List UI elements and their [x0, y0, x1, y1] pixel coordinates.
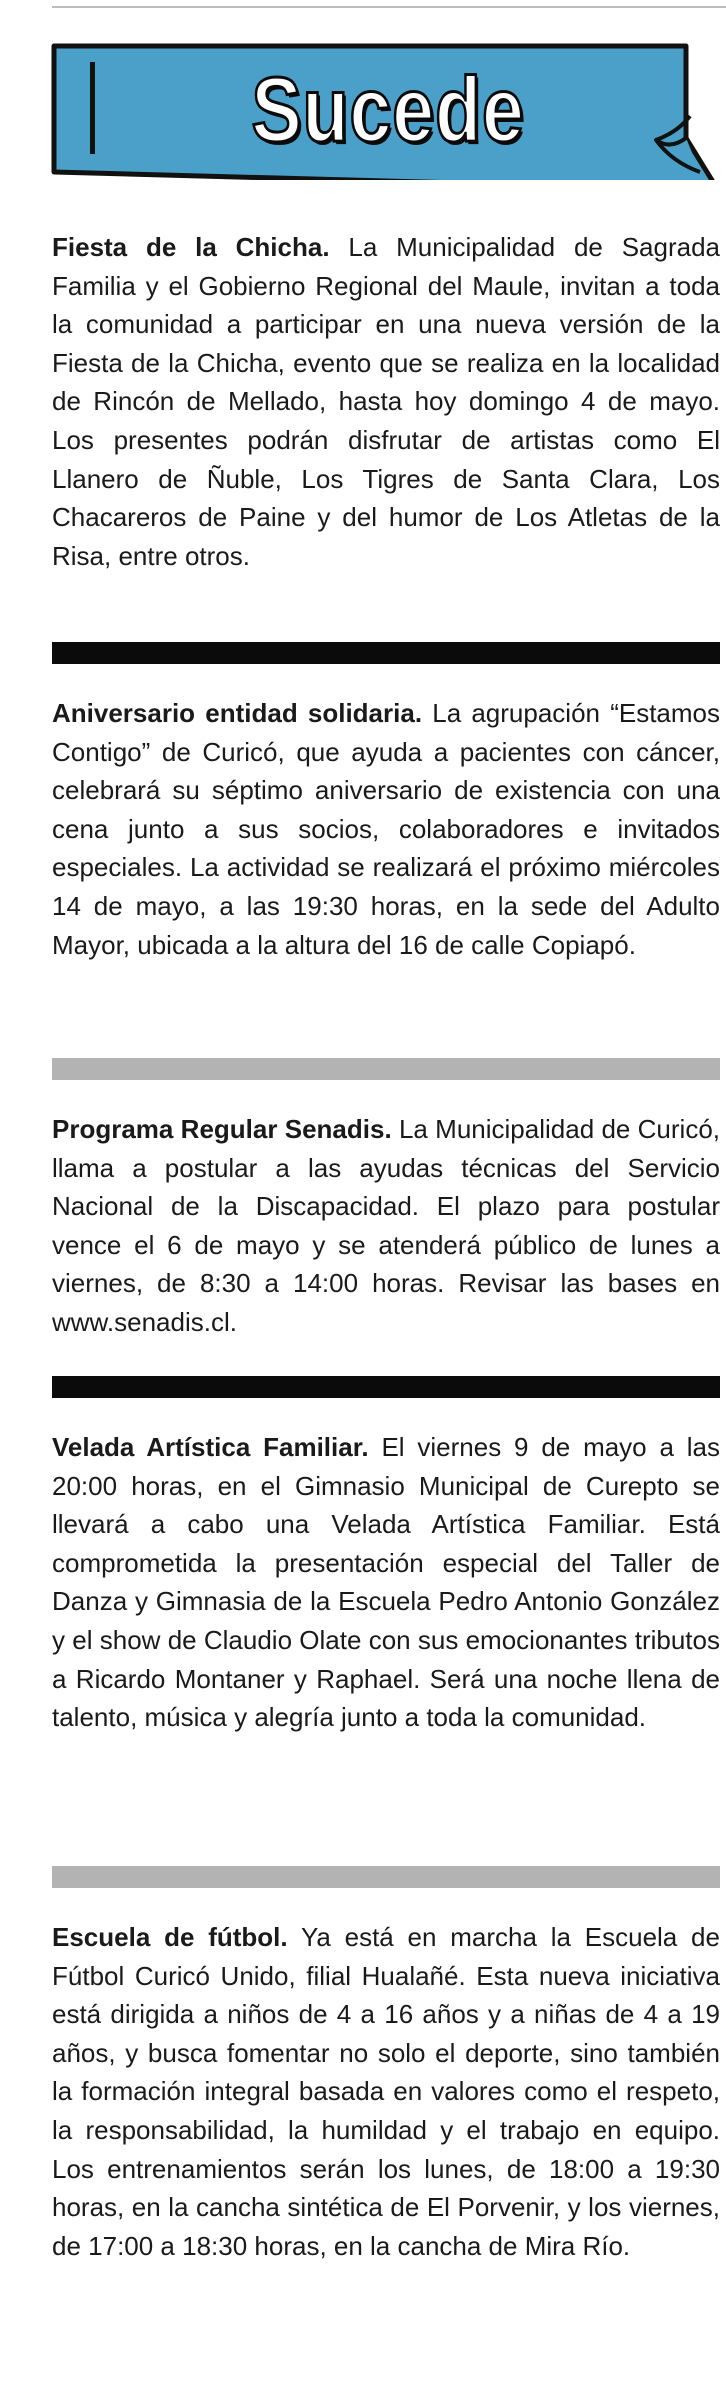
- item-heading: Aniversario entidad solidaria.: [52, 698, 423, 728]
- news-item-fiesta-chicha: [52, 228, 720, 575]
- item-heading: Velada Artística Familiar.: [52, 1432, 369, 1462]
- item-body: La agrupación “Estamos Contigo” de Curicó, que ayuda a pacientes con cáncer, celebrará su séptimo aniversario de existencia con una cena junto a sus socios, colaboradores e invitados especiales. La actividad se realizará el próximo miércoles 14 de mayo, a las 19:30 horas, en la sede del Adulto Mayor, ubicada a la altura del 16 de calle Copiapó.: [52, 698, 720, 960]
- item-body: La Municipalidad de Curicó, llama a postular a las ayudas técnicas del Servicio Nacional de la Discapacidad. El plazo para postular vence el 6 de mayo y se atenderá público de lunes a viernes, de 8:30 a 14:00 horas. Revisar las bases en www.senadis.cl.: [52, 1114, 720, 1337]
- item-heading: Escuela de fútbol.: [52, 1922, 288, 1952]
- news-item-senadis: [52, 1110, 720, 1342]
- news-item-aniversario: [52, 694, 720, 964]
- separator-bar: [52, 1866, 720, 1888]
- separator-bar: [52, 642, 720, 664]
- section-banner: [50, 40, 726, 180]
- item-body: Ya está en marcha la Escuela de Fútbol Curicó Unido, filial Hualañé. Esta nueva iniciativa está dirigida a niños de 4 a 16 años y a niñas de 4 a 19 años, y busca fomentar no solo el deporte, sino también la formación integral basada en valores como el respeto, la responsabilidad, la humildad y el trabajo en equipo. Los entrenamientos serán los lunes, de 18:00 a 19:30 horas, en la cancha sintética de El Porvenir, y los viernes, de 17:00 a 18:30 horas, en la cancha de Mira Río.: [52, 1922, 720, 2261]
- item-body: El viernes 9 de mayo a las 20:00 horas, en el Gimnasio Municipal de Curepto se llevará a cabo una Velada Artística Familiar. Está comprometida la presentación especial del Taller de Danza y Gimnasia de la Escuela Pedro Antonio González y el show de Claudio Olate con sus emocionantes tributos a Ricardo Montaner y Raphael. Será una noche llena de talento, música y alegría junto a toda la comunidad.: [52, 1432, 720, 1733]
- section-title: Sucede: [251, 58, 525, 161]
- item-body: La Municipalidad de Sagrada Familia y el Gobierno Regional del Maule, invitan a toda la comunidad a participar en una nueva versión de la Fiesta de la Chicha, evento que se realiza en la localidad de Rincón de Mellado, hasta hoy domingo 4 de mayo. Los presentes podrán disfrutar de artistas como El Llanero de Ñuble, Los Tigres de Santa Clara, Los Chacareros de Paine y del humor de Los Atletas de la Risa, entre otros.: [52, 232, 720, 571]
- item-heading: Fiesta de la Chicha.: [52, 232, 330, 262]
- item-heading: Programa Regular Senadis.: [52, 1114, 392, 1144]
- top-rule: [52, 6, 726, 8]
- separator-bar: [52, 1376, 720, 1398]
- news-item-escuela-futbol: [52, 1918, 720, 2265]
- news-item-velada: [52, 1428, 720, 1737]
- separator-bar: [52, 1058, 720, 1080]
